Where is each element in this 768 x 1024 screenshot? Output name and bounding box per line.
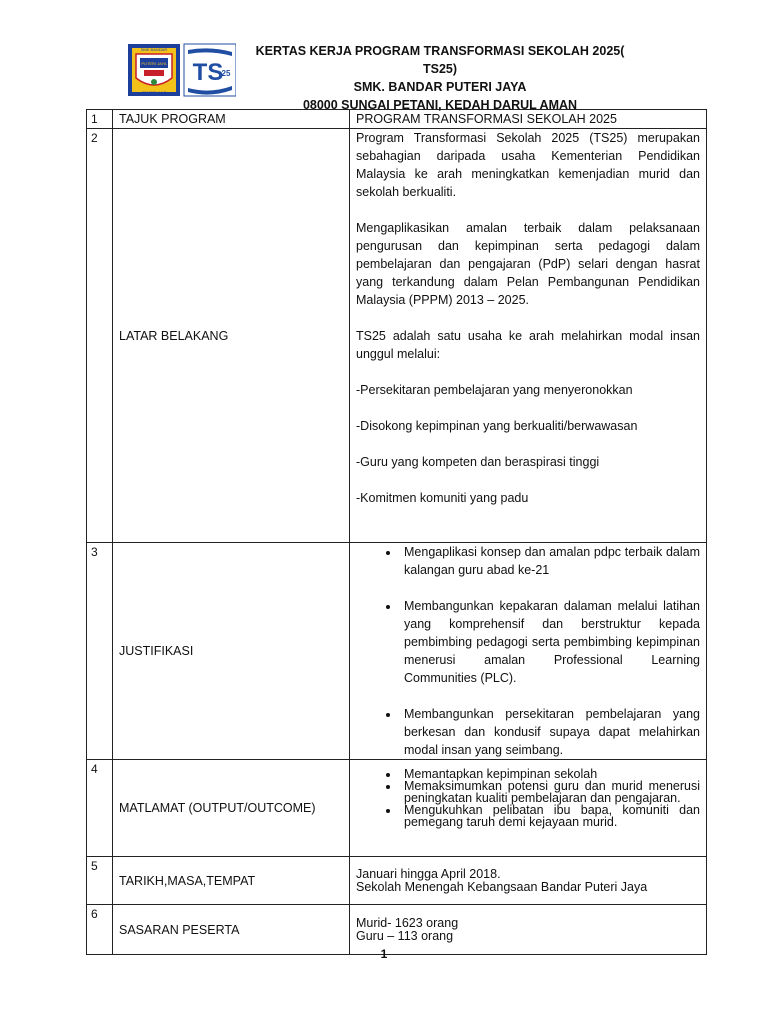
badge-text-bottom: CEMERLANG — [141, 90, 167, 95]
detail-line: Sekolah Menengah Kebangsaan Bandar Puteri Jaya — [356, 879, 648, 894]
row-content: PROGRAM TRANSFORMASI SEKOLAH 2025 — [350, 110, 707, 129]
ts-logo-text: TS — [192, 59, 224, 86]
row-number: 4 — [87, 760, 113, 857]
school-badge-logo — [128, 42, 236, 98]
badge-text-middle: PUTERI JAYA — [141, 61, 167, 66]
row-label: TAJUK PROGRAM — [113, 110, 350, 129]
bullet-list — [356, 597, 700, 687]
list-item: -Disokong kepimpinan yang berkualiti/berwawasan — [356, 419, 638, 433]
table-row — [87, 760, 707, 857]
bullet-list — [356, 543, 700, 579]
badge-text-top: SMK BANDAR — [140, 47, 168, 52]
row-label: SASARAN PESERTA — [119, 922, 240, 937]
row-label: JUSTIFIKASI — [119, 644, 194, 658]
row-label: TARIKH,MASA,TEMPAT — [119, 873, 256, 888]
paragraph: Mengaplikasikan amalan terbaik dalam pelaksanaan pengurusan dan kepimpinan serta pedagogi dalam pembelajaran dan pengajaran (PdP) selari dengan hasrat yang terkandung dalam Pelan Pembangunan Pendidikan Malaysia (PPPM) 2013 – 2025. — [356, 221, 700, 307]
row-number: 5 — [87, 857, 113, 905]
list-item: • Membangunkan persekitaran pembelajaran yang berkesan dan kondusif supaya dapat melahirkan modal insan yang seimbang. — [400, 705, 700, 759]
row-content — [350, 857, 707, 905]
document-header — [240, 42, 640, 114]
table-row — [87, 110, 707, 129]
row-label: MATLAMAT (OUTPUT/OUTCOME) — [119, 801, 316, 815]
table-row — [87, 543, 707, 760]
header-school-name: SMK. BANDAR PUTERI JAYA — [353, 80, 527, 94]
bullet-list — [356, 705, 700, 759]
row-content — [350, 543, 707, 760]
header-logos — [128, 42, 236, 98]
list-item: • Memaksimumkan potensi guru dan murid menerusi peningkatan kualiti pembelajaran dan pengajaran. — [400, 780, 700, 804]
header-title: KERTAS KERJA PROGRAM TRANSFORMASI SEKOLAH 2025( TS25) — [255, 44, 625, 76]
list-item: -Guru yang kompeten dan beraspirasi tinggi — [356, 455, 600, 469]
header-address: 08000 SUNGAI PETANI, KEDAH DARUL AMAN — [302, 98, 578, 112]
page-number: 1 — [380, 947, 388, 961]
row-content — [350, 760, 707, 857]
detail-line: Guru – 113 orang — [356, 928, 454, 943]
row-label: LATAR BELAKANG — [119, 328, 229, 343]
program-table — [86, 109, 707, 955]
list-item: • Mengaplikasi konsep dan amalan pdpc terbaik dalam kalangan guru abad ke-21 — [400, 543, 700, 579]
row-content — [350, 129, 707, 543]
row-number: 3 — [87, 543, 113, 760]
row-number: 6 — [87, 905, 113, 955]
detail-line: Murid- 1623 orang — [356, 915, 459, 930]
paragraph: Program Transformasi Sekolah 2025 (TS25) merupakan sebahagian daripada usaha Kementerian Pendidikan Malaysia ke arah meningkatkan kemenjadian murid dan sekolah berkualiti. — [356, 131, 700, 199]
list-item: • Membangunkan kepakaran dalaman melalui latihan yang komprehensif dan berstruktur kepada pembimbing pedagogi serta pembimbing kepimpinan menerusi amalan Professional Learning Communities (PLC). — [400, 597, 700, 687]
ts-logo-number: 25 — [221, 69, 231, 78]
row-number: 1 — [87, 110, 113, 129]
row-number: 2 — [87, 129, 113, 543]
detail-line: Januari hingga April 2018. — [356, 866, 501, 881]
list-item: -Komitmen komuniti yang padu — [356, 491, 529, 505]
list-item: • Mengukuhkan pelibatan ibu bapa, komuniti dan pemegang taruh demi kejayaan murid. — [400, 804, 700, 828]
table-row — [87, 857, 707, 905]
table-row — [87, 129, 707, 543]
bullet-list — [356, 768, 700, 828]
paragraph: TS25 adalah satu usaha ke arah melahirkan modal insan unggul melalui: — [356, 329, 700, 361]
list-item: -Persekitaran pembelajaran yang menyeronokkan — [356, 383, 633, 397]
list-item: • Memantapkan kepimpinan sekolah — [400, 768, 700, 780]
